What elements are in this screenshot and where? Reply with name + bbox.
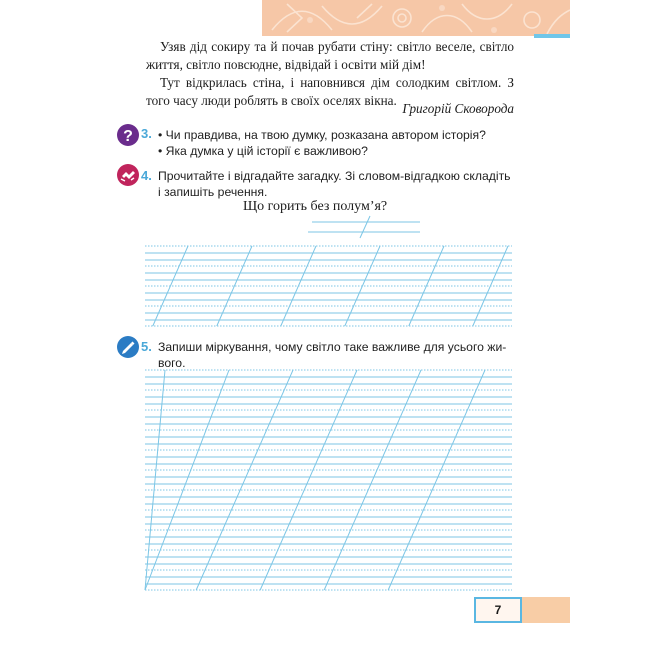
task-line: Прочитайте і відгадайте загадку. Зі словом-відгадкою складіть [158, 169, 511, 183]
task-number: 3. [141, 126, 152, 141]
task-line: вого. [158, 356, 186, 370]
task-number: 4. [141, 168, 152, 183]
riddle-text: Що горить без полум’я? [243, 199, 388, 214]
task-number: 5. [141, 339, 152, 354]
task-line: і запишіть речення. [158, 185, 268, 199]
task-line: Запиши міркування, чому світло таке важливе для усього жи- [158, 340, 507, 354]
story-paragraph: Тут відкрилась стіна, і наповнився дім солодким світлом. З того часу люди роблять в своїх оселях вікна. [146, 75, 514, 108]
task-line: • Чи правдива, на твою думку, розказана автором історія? [158, 128, 486, 142]
svg-text:?: ? [123, 128, 133, 145]
slant-line [217, 246, 252, 326]
slant-line [409, 246, 444, 326]
story-paragraph: Узяв дід сокиру та й почав рубати стіну: світло веселе, світло життя, світло повсюдне, відвідай і освіти мій дім! [146, 39, 514, 72]
answer-slant [360, 216, 370, 238]
task-line: • Яка думка у цій історії є важливою? [158, 144, 368, 158]
page-number: 7 [474, 597, 522, 623]
story-author: Григорій Сковорода [402, 101, 514, 116]
